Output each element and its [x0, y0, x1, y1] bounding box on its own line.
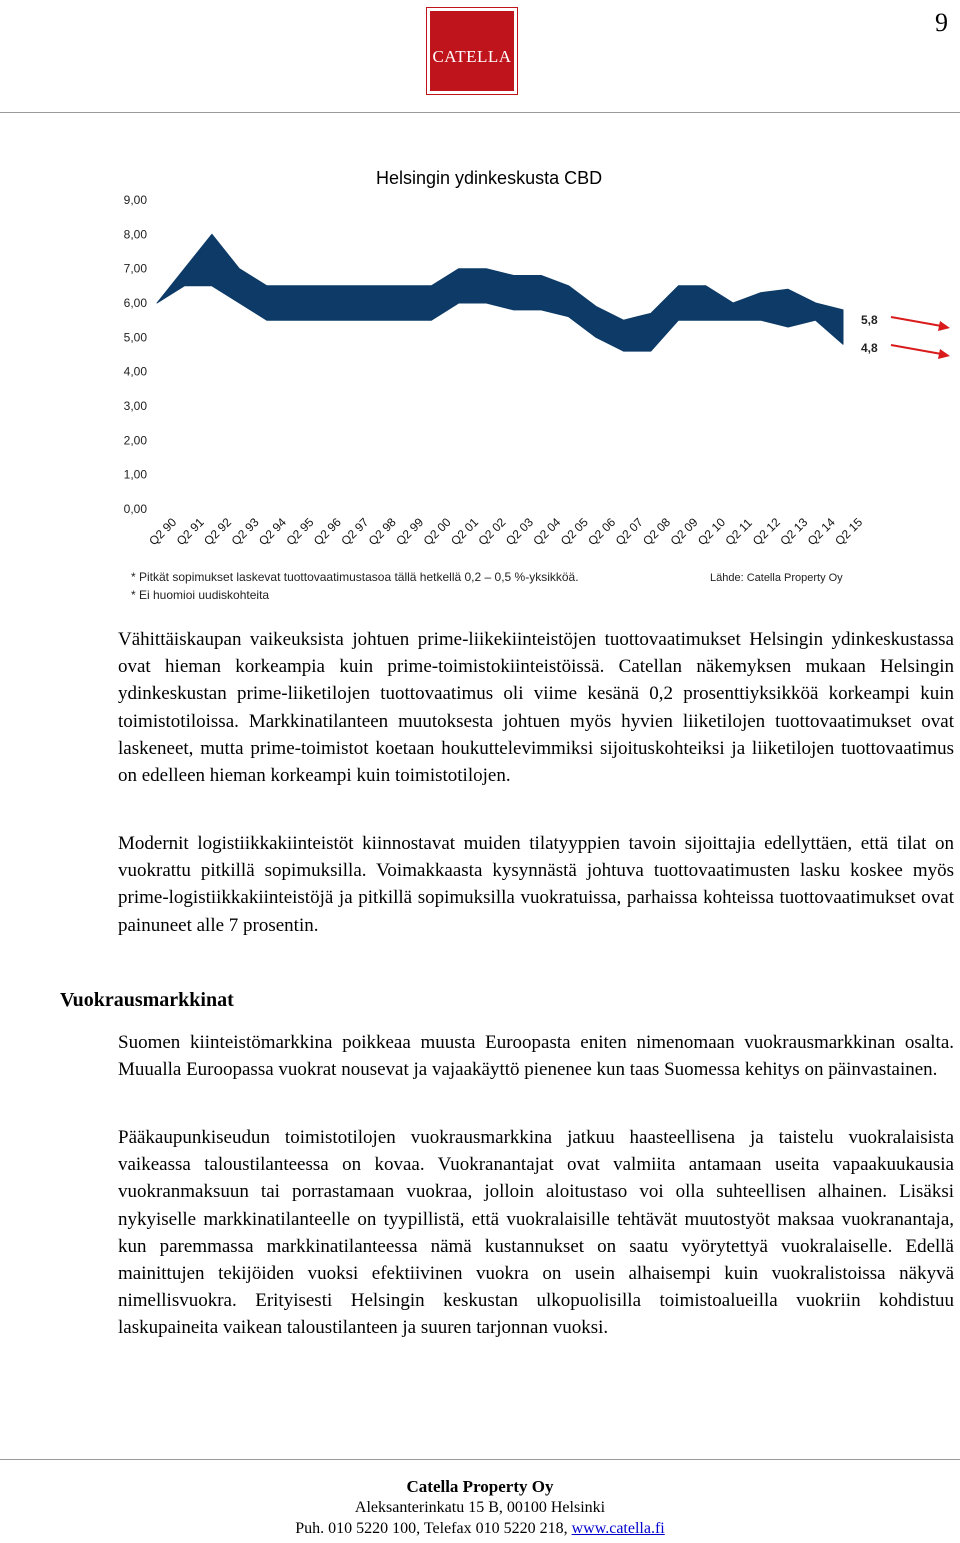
x-tick-label: Q2 99 — [393, 515, 427, 549]
y-tick-label: 3,00 — [123, 399, 147, 413]
callout-arrow-head — [938, 349, 950, 359]
y-tick-label: 5,00 — [123, 330, 147, 345]
footer-website-link[interactable]: www.catella.fi — [571, 1520, 665, 1537]
x-tick-label: Q2 91 — [173, 515, 207, 549]
callout-arrow-line — [891, 317, 947, 327]
y-tick-label: 2,00 — [123, 433, 147, 448]
x-tick-label: Q2 07 — [612, 515, 646, 549]
footer-phone: Puh. 010 5220 100, Telefax 010 5220 218, — [295, 1520, 572, 1537]
paragraph-1: Vähittäiskaupan vaikeuksista johtuen prime-liikekiinteistöjen tuottovaatimukset Helsingin ydinkeskustassa ovat hieman korkeampia kuin prime-toimistokiinteistöissä. Catellan näkemyksen mukaan Helsingin ydinkeskustan prime-liiketilojen tuottovaatimus oli viime kesänä 0,2 prosenttiyksikköä korkeampi kuin toimistotiloissa. Markkinatilanteen muutoksesta johtuen myös hyvien liiketilojen tuottovaatimukset ovat laskeneet, mutta prime-toimistot koetaan houkuttelevimmiksi sijoituskohteiksi ja liiketilojen tuottovaatimus on edelleen hieman korkeampi kuin toimistotilojen. — [118, 629, 954, 787]
x-tick-label: Q2 14 — [804, 515, 838, 549]
x-tick-label: Q2 00 — [420, 515, 454, 549]
paragraph-3: Suomen kiinteistömarkkina poikkeaa muusta Euroopasta eniten nimenomaan vuokrausmarkkinan osalta. Muualla Euroopassa vuokrat nousevat ja vajaakäyttö pienenee kun taas Suomessa kehitys on päinvastainen. — [118, 1032, 954, 1081]
y-tick-label: 7,00 — [123, 261, 147, 276]
x-tick-label: Q2 95 — [283, 515, 317, 549]
x-tick-label: Q2 04 — [530, 515, 564, 549]
y-tick-label: 8,00 — [123, 227, 147, 242]
yield-chart — [0, 150, 960, 610]
section-heading: Vuokrausmarkkinat — [60, 989, 234, 1011]
footer-address: Aleksanterinkatu 15 B, 00100 Helsinki — [354, 1499, 606, 1516]
x-tick-label: Q2 92 — [201, 515, 235, 549]
x-tick-label: Q2 01 — [448, 515, 482, 549]
x-tick-label: Q2 03 — [502, 515, 536, 549]
footer-contact — [0, 1518, 960, 1539]
chart-footnote-1: * Pitkät sopimukset laskevat tuottovaatimustasoa tällä hetkellä 0,2 – 0,5 %-yksikköä. — [131, 570, 579, 584]
callout-arrow-head — [938, 321, 950, 331]
chart-svg — [0, 150, 960, 610]
x-tick-label: Q2 12 — [749, 515, 783, 549]
x-tick-label: Q2 97 — [338, 515, 372, 549]
x-tick-label: Q2 02 — [475, 515, 509, 549]
y-tick-label: 9,00 — [123, 193, 147, 207]
x-tick-label: Q2 06 — [585, 515, 619, 549]
x-tick-label: Q2 05 — [557, 515, 591, 549]
x-tick-label: Q2 94 — [255, 515, 290, 549]
chart-source: Lähde: Catella Property Oy — [710, 572, 843, 584]
x-tick-label: Q2 10 — [695, 515, 729, 549]
chart-title: Helsingin ydinkeskusta CBD — [376, 168, 603, 188]
y-tick-label: 4,00 — [123, 364, 147, 379]
x-tick-label: Q2 08 — [640, 515, 674, 549]
paragraph-4: Pääkaupunkiseudun toimistotilojen vuokrausmarkkina jatkuu haasteellisena ja taistelu vuokralaisista vaikeassa taloustilanteessa on kovaa. Vuokranantajat ovat valmiita antamaan useita vapaakuukausia vuokranmaksuun tai porrastamaan vuokraa, jolloin aloitustaso voi olla suhteellisen alhainen. Lisäksi nykyiselle markkinatilanteelle on tyypillistä, että vuokralaisille tehtävät muutostyöt maksaa vuokranantaja, kun paremmassa markkinatilanteessa nämä kustannukset on saatu vyörytettyä vuokralaiselle. Edellä mainittujen tekijöiden vuoksi efektiivinen vuokra on usein alhaisempi kuin vuokralistoissa näkyvä nimellisvuokra. Erityisesti Helsingin keskustan ulkopuolisilla toimistoalueilla vuokriin kohdistuu laskupaineita vaikean taloustilanteen ja suuren tarjonnan vuoksi. — [118, 1127, 954, 1339]
paragraph-2: Modernit logistiikkakiinteistöt kiinnostavat muiden tilatyyppien tavoin sijoittajia edellyttäen, että tilat on vuokrattu pitkillä sopimuksilla. Voimakkaasta kysynnästä johtuva tuottovaatimusten lasku koskee myös prime-logistiikkakiinteistöjä ja pitkillä sopimuksilla vuokratuissa, parhaissa kohteissa tuottovaatimukset ovat painuneet alle 7 prosentin. — [118, 833, 954, 936]
header-rule — [0, 112, 960, 113]
yield-band — [157, 234, 843, 351]
callout-arrow-line — [891, 345, 947, 355]
x-tick-label: Q2 98 — [365, 515, 399, 549]
x-tick-label: Q2 96 — [310, 515, 344, 549]
footer — [0, 1476, 960, 1539]
footer-rule — [0, 1459, 960, 1460]
y-tick-label: 1,00 — [123, 467, 147, 482]
x-tick-label: Q2 11 — [722, 515, 755, 549]
x-tick-label: Q2 13 — [777, 515, 811, 549]
catella-logo — [427, 8, 517, 94]
y-tick-label: 0,00 — [123, 502, 147, 516]
y-tick-label: 6,00 — [123, 296, 147, 310]
callout-label: 4,8 — [861, 341, 878, 355]
x-tick-label: Q2 09 — [667, 515, 701, 549]
footer-company: Catella Property Oy — [406, 1477, 554, 1496]
page-number: 9 — [935, 8, 948, 37]
x-tick-label: Q2 93 — [228, 515, 262, 549]
x-tick-label: Q2 15 — [832, 515, 866, 549]
x-tick-label: Q2 90 — [146, 515, 180, 549]
logo-text: CATELLA — [432, 47, 512, 66]
callout-label: 5,8 — [861, 313, 878, 327]
chart-footnote-2: * Ei huomioi uudiskohteita — [131, 588, 270, 602]
